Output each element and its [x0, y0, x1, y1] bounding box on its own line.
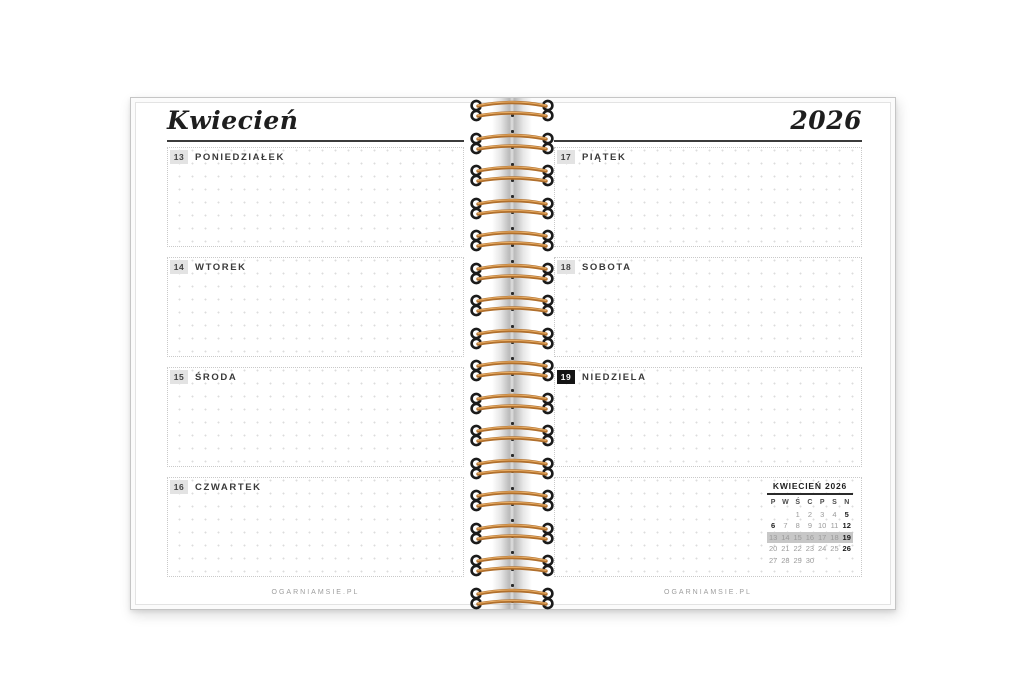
mini-calendar-day-cell: 9 [807, 521, 813, 530]
mini-calendar-week-row [767, 532, 853, 544]
mini-calendar-day-header: Ś [795, 499, 800, 506]
day-name-label: NIEDZIELA [582, 372, 647, 383]
day-name-label: CZWARTEK [195, 482, 262, 493]
mini-calendar-day-cell [779, 509, 791, 521]
mini-calendar-day-cell: 14 [781, 532, 790, 542]
mini-calendar-day-cell: 26 [842, 544, 851, 553]
mini-calendar-day-cell: 5 [844, 509, 849, 519]
day-name-label: PONIEDZIAŁEK [195, 152, 285, 163]
mini-calendar-day-cell: 12 [842, 521, 851, 530]
day-number-badge: 18 [557, 260, 575, 274]
mini-calendar [767, 481, 853, 566]
mini-calendar-day-header: P [770, 499, 776, 506]
left-page-month-title: Kwiecień [167, 106, 299, 135]
mini-calendar-week-row [767, 543, 853, 555]
right-page-year-title: 2026 [790, 106, 862, 135]
mini-calendar-day-cell: 23 [805, 544, 815, 553]
mini-calendar-day-cell: 1 [795, 509, 800, 519]
mini-calendar-day-cell: 13 [768, 532, 778, 542]
planner-spread [130, 97, 896, 610]
mini-calendar-day-cell: 8 [795, 521, 800, 530]
mini-calendar-day-cell: 28 [781, 555, 790, 565]
day-number-badge: 13 [170, 150, 188, 164]
mini-calendar-underline [767, 493, 853, 495]
day-section-tuesday [167, 257, 464, 357]
mini-calendar-day-header: P [819, 499, 825, 506]
mini-calendar-week-row [767, 555, 853, 567]
mini-calendar-day-cell: 18 [830, 532, 839, 542]
mini-calendar-day-cell: 16 [805, 532, 815, 542]
day-name-label: SOBOTA [582, 262, 632, 273]
mini-calendar-day-cell: 15 [793, 532, 802, 542]
spine-shadow-band [492, 98, 532, 609]
mini-calendar-day-cell: 20 [768, 544, 778, 553]
day-number-badge: 14 [170, 260, 188, 274]
right-header-rule [554, 140, 862, 142]
day-section-wednesday [167, 367, 464, 467]
day-section-saturday [554, 257, 862, 357]
mini-calendar-day-cell: 25 [830, 544, 839, 553]
mini-calendar-day-cell: 29 [793, 555, 802, 565]
mini-calendar-day-cell [828, 555, 840, 567]
mini-calendar-title: KWIECIEŃ 2026 [772, 481, 848, 491]
mini-calendar-day-cell: 2 [807, 509, 813, 519]
mini-calendar-day-cell: 7 [783, 521, 788, 530]
mini-calendar-day-header: C [807, 499, 813, 506]
mini-calendar-week-row [767, 520, 853, 532]
mini-calendar-day-cell: 19 [842, 532, 851, 542]
mini-calendar-day-cell: 17 [818, 532, 827, 542]
mini-calendar-day-cell: 6 [771, 521, 776, 530]
notes-section [554, 477, 862, 577]
mini-calendar-day-cell [767, 509, 779, 521]
day-name-label: ŚRODA [195, 372, 238, 383]
mini-calendar-day-cell: 3 [820, 509, 825, 519]
mini-calendar-day-cell: 21 [781, 544, 790, 553]
mini-calendar-day-cell: 4 [832, 509, 837, 519]
left-header-rule [167, 140, 464, 142]
left-page-footer-brand: OGARNIAMSIE.PL [271, 589, 360, 596]
mini-calendar-day-header: S [832, 499, 837, 506]
day-name-label: PIĄTEK [582, 152, 627, 163]
day-number-badge: 16 [170, 480, 188, 494]
mini-calendar-day-cell [841, 555, 853, 567]
mini-calendar-day-headers [767, 497, 853, 509]
right-page-footer-brand: OGARNIAMSIE.PL [664, 589, 752, 596]
day-number-badge: 17 [557, 150, 575, 164]
day-name-label: WTOREK [195, 262, 247, 273]
mini-calendar-week-row [767, 509, 853, 521]
day-number-badge: 15 [170, 370, 188, 384]
mini-calendar-grid [767, 509, 853, 567]
day-section-monday [167, 147, 464, 247]
mini-calendar-day-cell: 24 [818, 544, 827, 553]
mini-calendar-day-cell: 27 [768, 555, 778, 565]
day-section-sunday [554, 367, 862, 467]
mini-calendar-day-cell: 22 [793, 544, 802, 553]
mini-calendar-day-header: N [844, 499, 850, 506]
mini-calendar-day-cell [816, 555, 828, 567]
day-section-thursday [167, 477, 464, 577]
mini-calendar-day-header: W [782, 499, 789, 506]
mini-calendar-day-cell: 11 [830, 521, 839, 530]
day-section-friday [554, 147, 862, 247]
mini-calendar-day-cell: 10 [818, 521, 827, 530]
current-day-number-badge: 19 [557, 370, 575, 384]
mini-calendar-day-cell: 30 [805, 555, 815, 565]
